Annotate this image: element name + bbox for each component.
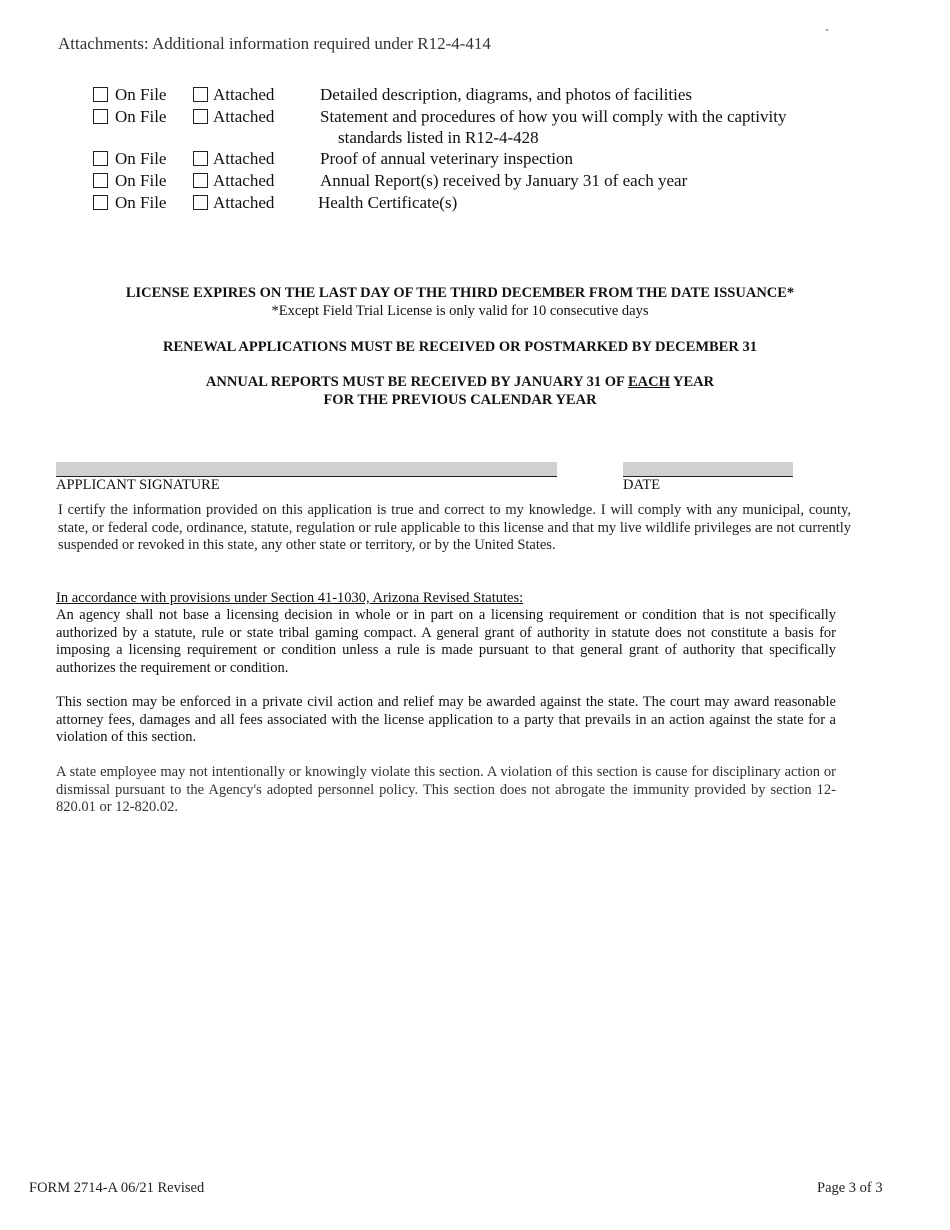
attached-label: Attached (213, 149, 275, 168)
on-file-checkbox[interactable] (93, 151, 108, 166)
attached-label: Attached (213, 107, 275, 126)
on-file-label: On File (115, 171, 167, 190)
annual-reports-notice (0, 374, 920, 391)
page-number: Page 3 of 3 (817, 1180, 883, 1196)
on-file-checkbox[interactable] (93, 109, 108, 124)
attached-label: Attached (213, 171, 275, 190)
on-file-checkbox[interactable] (93, 195, 108, 210)
applicant-signature-field[interactable] (56, 462, 557, 477)
attached-checkbox[interactable] (193, 87, 208, 102)
statutes-paragraph-3: A state employee may not intentionally or knowingly violate this section. A violation of this section is cause for disciplinary action or dismissal pursuant to the Agency's adopted personnel policy. This section does not abrogate the immunity provided by section 12-820.01 or 12-820.02. (56, 764, 836, 815)
attachment-description-continued: standards listed in R12-4-428 (338, 128, 539, 147)
on-file-label: On File (115, 149, 167, 168)
annual-reports-notice-line2: FOR THE PREVIOUS CALENDAR YEAR (323, 392, 597, 408)
attachment-description: Health Certificate(s) (318, 193, 458, 212)
applicant-signature-label: APPLICANT SIGNATURE (56, 477, 220, 493)
statutes-paragraph-2: This section may be enforced in a private civil action and relief may be awarded against the state. The court may award reasonable attorney fees, damages and all fees associated with the license application to a party that prevails in an action against the state for a violation of this section. (56, 694, 836, 745)
license-expires-notice: LICENSE EXPIRES ON THE LAST DAY OF THE THIRD DECEMBER FROM THE DATE ISSUANCE* (125, 285, 795, 301)
page-mark: - (825, 22, 829, 36)
on-file-label: On File (115, 193, 167, 212)
attached-checkbox[interactable] (193, 109, 208, 124)
on-file-checkbox[interactable] (93, 87, 108, 102)
annual-reports-emphasis: EACH (628, 374, 670, 390)
certification-statement: I certify the information provided on this application is true and correct to my knowledge. I will comply with any municipal, county, state, or federal code, ordinance, statute, regulation or rule applicable to this license and that my live wildlife privileges are not currently suspended or revoked in this state, any other state or territory, or by the United States. (58, 502, 851, 553)
on-file-checkbox[interactable] (93, 173, 108, 188)
attachment-description: Statement and procedures of how you will comply with the captivity (320, 107, 787, 126)
field-trial-note: *Except Field Trial License is only valid for 10 consecutive days (271, 303, 649, 319)
on-file-label: On File (115, 85, 167, 104)
attached-label: Attached (213, 193, 275, 212)
annual-reports-text-end: YEAR (669, 374, 715, 390)
attached-label: Attached (213, 85, 275, 104)
statutes-heading: In accordance with provisions under Section 41-1030, Arizona Revised Statutes: (56, 590, 524, 606)
date-label: DATE (623, 477, 661, 493)
on-file-label: On File (115, 107, 167, 126)
attachment-description: Annual Report(s) received by January 31 of each year (320, 171, 688, 190)
attached-checkbox[interactable] (193, 173, 208, 188)
form-id: FORM 2714-A 06/21 Revised (29, 1180, 205, 1196)
attached-checkbox[interactable] (193, 195, 208, 210)
annual-reports-text: ANNUAL REPORTS MUST BE RECEIVED BY JANUARY 31 OF (205, 374, 628, 390)
attachment-description: Detailed description, diagrams, and photos of facilities (320, 85, 693, 104)
statutes-paragraph-1: An agency shall not base a licensing decision in whole or in part on a licensing requirement or condition that is not specifically authorized by a statute, rule or state tribal gaming compact. A general grant of authority in statute does not constitute a basis for imposing a licensing requirement or condition unless a rule is made pursuant to that general grant of authority that specifically authorizes the requirement or condition. (56, 607, 836, 676)
date-field[interactable] (623, 462, 793, 477)
attached-checkbox[interactable] (193, 151, 208, 166)
renewal-notice: RENEWAL APPLICATIONS MUST BE RECEIVED OR POSTMARKED BY DECEMBER 31 (163, 339, 757, 355)
attachments-title: Attachments: Additional information required under R12-4-414 (58, 34, 491, 53)
attachment-description: Proof of annual veterinary inspection (320, 149, 574, 168)
